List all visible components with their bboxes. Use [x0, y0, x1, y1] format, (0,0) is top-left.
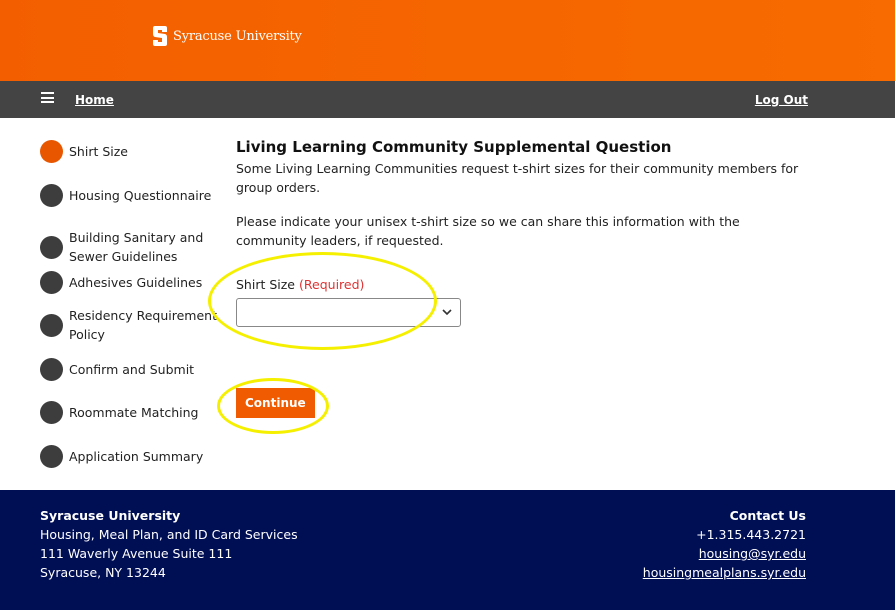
step-application-summary[interactable] [40, 445, 219, 468]
step-label: Building Sanitary and Sewer Guidelines [69, 230, 204, 264]
step-label: Confirm and Submit [69, 362, 195, 377]
step-dot-icon [40, 271, 63, 294]
logout-link[interactable]: Log Out [754, 93, 808, 107]
hamburger-menu-icon[interactable] [41, 92, 54, 103]
block-s-icon [152, 25, 168, 47]
step-confirm-submit[interactable] [40, 358, 219, 381]
step-label: Residency Requirement Policy [69, 308, 217, 342]
highlight-ellipse-continue [217, 378, 329, 434]
footer-dept: Housing, Meal Plan, and ID Card Services [40, 527, 298, 542]
top-banner [0, 0, 895, 81]
step-shirt-size[interactable] [40, 140, 219, 163]
step-dot-icon [40, 236, 63, 259]
chevron-down-icon [441, 306, 453, 318]
instruction-paragraph: Please indicate your unisex t-shirt size so we can share this information with the community leaders, if requested. [236, 214, 740, 248]
syracuse-logo[interactable] [152, 25, 302, 47]
contact-email-link[interactable]: housing@syr.edu [698, 546, 806, 561]
page-title: Living Learning Community Supplemental Question [236, 138, 672, 156]
contact-phone: +1.315.443.2721 [696, 527, 806, 542]
step-dot-icon [40, 358, 63, 381]
footer-address1: 111 Waverly Avenue Suite 111 [40, 546, 233, 561]
step-residency-requirement[interactable] [40, 306, 219, 344]
step-label: Roommate Matching [69, 405, 199, 420]
step-active-dot-icon [40, 140, 63, 163]
step-dot-icon [40, 314, 63, 337]
step-dot-icon [40, 184, 63, 207]
footer-address [40, 506, 298, 582]
footer-contact [643, 506, 806, 582]
field-label-text: Shirt Size [236, 277, 296, 292]
intro-paragraph: Some Living Learning Communities request t-shirt sizes for their community members for group orders. [236, 161, 799, 195]
step-dot-icon [40, 445, 63, 468]
contact-website-link[interactable]: housingmealplans.syr.edu [642, 565, 806, 580]
footer-address2: Syracuse, NY 13244 [40, 565, 166, 580]
step-label: Shirt Size [69, 144, 129, 159]
step-adhesives-guidelines[interactable] [40, 271, 219, 294]
contact-title: Contact Us [729, 508, 806, 523]
required-indicator: (Required) [299, 277, 365, 292]
navbar [0, 81, 895, 118]
step-housing-questionnaire[interactable] [40, 184, 219, 207]
main-content [236, 138, 806, 410]
footer [0, 490, 895, 610]
step-label: Application Summary [69, 449, 204, 464]
step-label: Housing Questionnaire [69, 188, 212, 203]
step-label: Adhesives Guidelines [69, 275, 203, 290]
footer-org: Syracuse University [40, 508, 181, 523]
step-dot-icon [40, 401, 63, 424]
highlight-ellipse-select [208, 252, 437, 350]
continue-button[interactable]: Continue [236, 388, 315, 418]
nav-home-link[interactable]: Home [75, 93, 114, 107]
step-roommate-matching[interactable] [40, 401, 219, 424]
logo-text: Syracuse University [173, 28, 302, 44]
step-building-sanitary[interactable] [40, 228, 219, 266]
